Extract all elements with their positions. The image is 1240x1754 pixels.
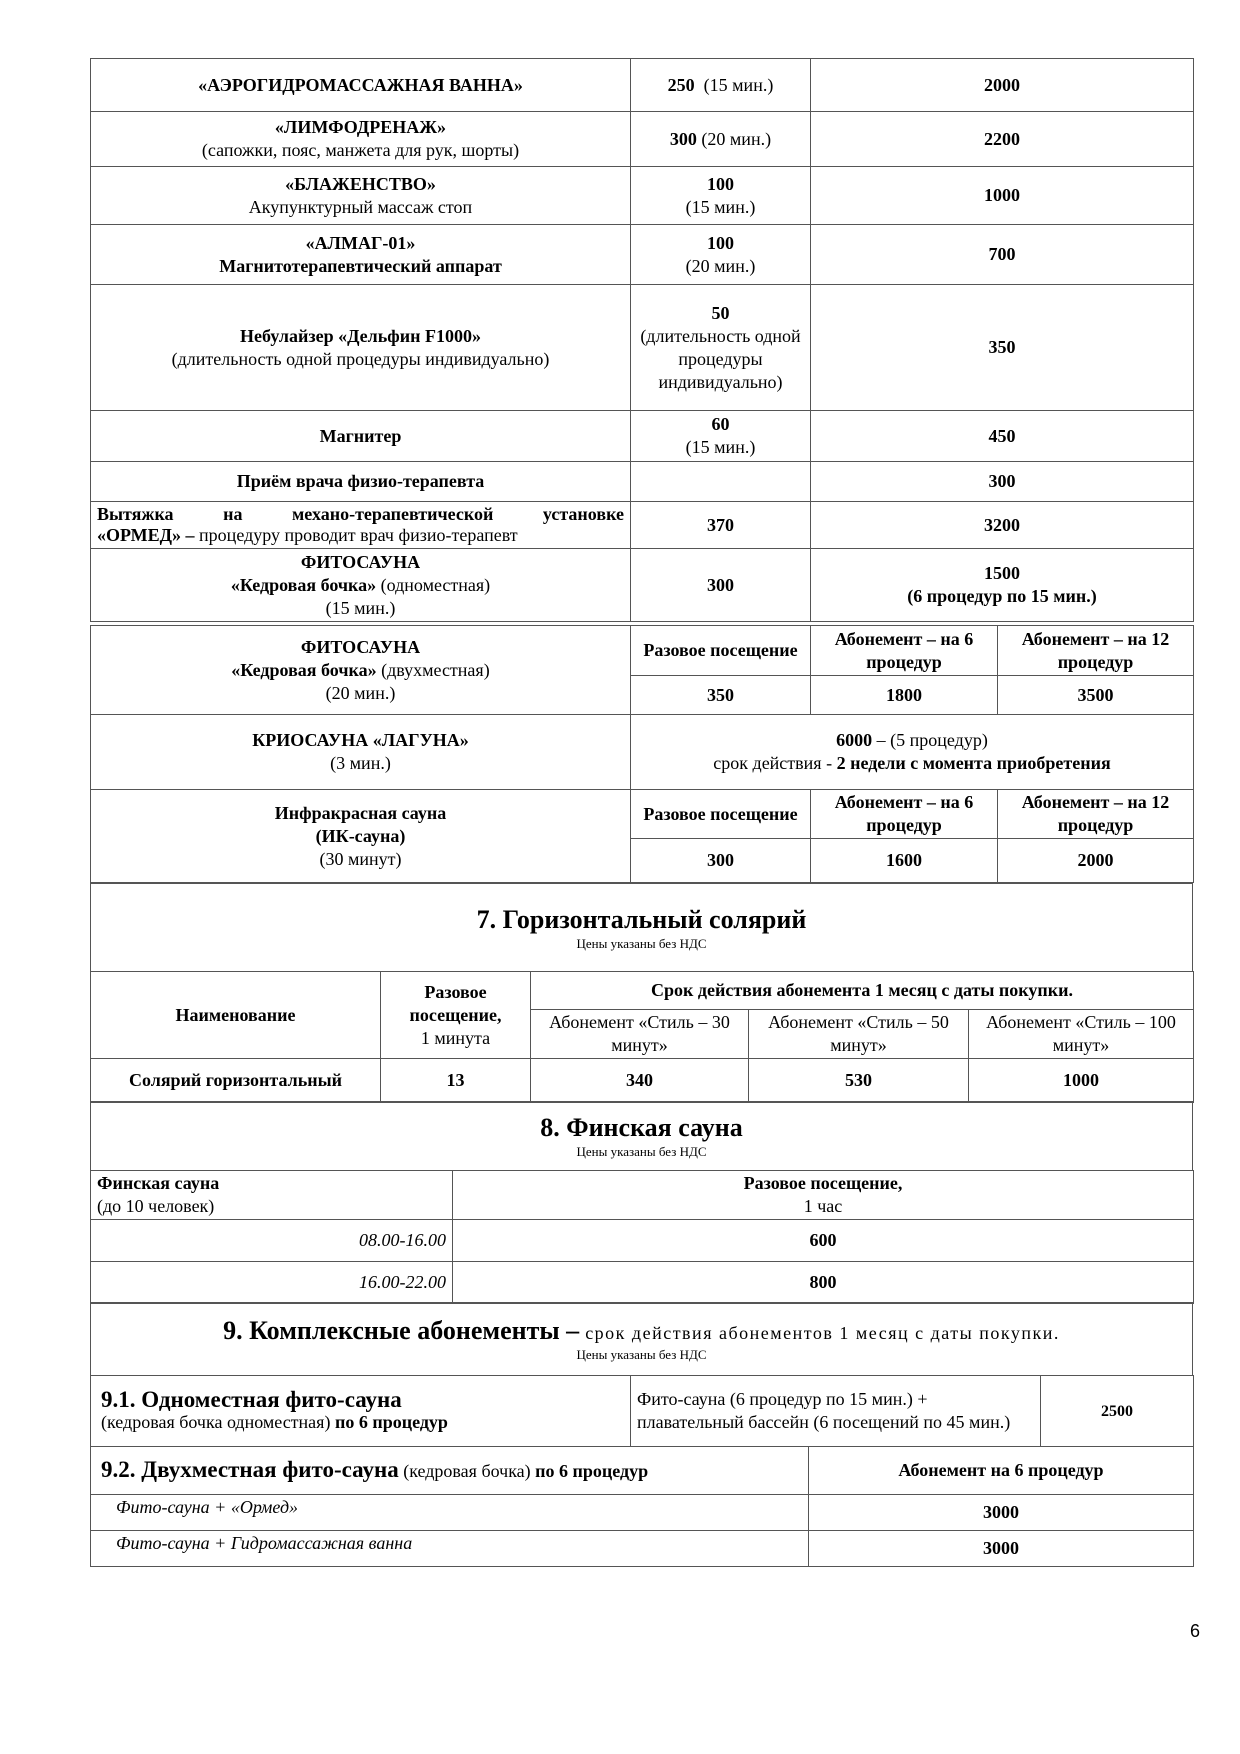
package-price: 3000 [809, 1495, 1194, 1531]
service-name: ФИТОСАУНА «Кедровая бочка» (одноместная) (15 мин.) [91, 549, 631, 622]
row-aero [91, 59, 1194, 112]
sauna-name: Финская сауна (до 10 человек) [91, 1171, 453, 1220]
section-9-title [90, 1302, 1193, 1376]
service-price [631, 462, 811, 502]
row-cryo [91, 715, 1194, 790]
service-price: 100 (20 мин.) [631, 225, 811, 285]
price-sub-100: 1000 [969, 1059, 1194, 1103]
service-name: «ЛИМФОДРЕНАЖ» (сапожки, пояс, манжета для рук, шорты) [91, 112, 631, 167]
service-subscription: 3200 [811, 502, 1194, 549]
price-sub-12: 3500 [998, 676, 1194, 715]
package-desc: Фито-сауна (6 процедур по 15 мин.) + плавательный бассейн (6 посещений по 45 мин.) [631, 1376, 1041, 1447]
section-note: Цены указаны без НДС [576, 935, 707, 951]
service-subscription: 450 [811, 411, 1194, 462]
service-subscription: 1000 [811, 167, 1194, 225]
service-name: Инфракрасная сауна (ИК-сауна) (30 минут) [91, 790, 631, 883]
table-row [91, 1531, 1194, 1567]
service-subscription: 2000 [811, 59, 1194, 112]
row-lymph [91, 112, 1194, 167]
price-sub-30: 340 [531, 1059, 749, 1103]
service-subscription: 700 [811, 225, 1194, 285]
service-name: «АЛМАГ-01» Магнитотерапевтический аппарат [91, 225, 631, 285]
col-validity: Срок действия абонемента 1 месяц с даты покупки. [531, 972, 1194, 1010]
table-row [91, 1495, 1194, 1531]
col-sub-30: Абонемент «Стиль – 30 минут» [531, 1010, 749, 1059]
service-name: Магнитер [91, 411, 631, 462]
subsection-title: 9.1. Одноместная фито-сауна (кедровая бочка одноместная) по 6 процедур [91, 1376, 631, 1447]
price-sub-6: 1600 [811, 839, 998, 883]
col-sub-12: Абонемент – на 12 процедур [998, 790, 1194, 839]
row-ormed [91, 502, 1194, 549]
col-single-visit: Разовое посещение [631, 790, 811, 839]
table-row [91, 1220, 1194, 1262]
service-price: 300 (20 мин.) [631, 112, 811, 167]
section-note: Цены указаны без НДС [576, 1144, 707, 1159]
row-nebulizer [91, 285, 1194, 411]
row-bliss [91, 167, 1194, 225]
service-name: КРИОСАУНА «ЛАГУНА» (3 мин.) [91, 715, 631, 790]
service-name: ФИТОСАУНА «Кедровая бочка» (двухместная) (20 мин.) [91, 626, 631, 715]
row-name: Солярий горизонтальный [91, 1059, 381, 1103]
subsection-title: 9.2. Двухместная фито-сауна (кедровая бочка) по 6 процедур [91, 1447, 809, 1495]
section-title: 8. Финская сауна [540, 1113, 743, 1142]
row-phyto-single [91, 549, 1194, 622]
services-table [90, 58, 1194, 622]
section-note: Цены указаны без НДС [576, 1347, 707, 1362]
price-single: 13 [381, 1059, 531, 1103]
price: 800 [453, 1262, 1194, 1304]
row-ir-header [91, 790, 1194, 839]
col-sub-6: Абонемент – на 6 процедур [811, 626, 998, 676]
service-name: «АЭРОГИДРОМАССАЖНАЯ ВАННА» [91, 59, 631, 112]
price-single: 350 [631, 676, 811, 715]
row-phyto-double-header [91, 626, 1194, 676]
time-slot: 16.00-22.00 [91, 1262, 453, 1304]
table-row [91, 1262, 1194, 1304]
col-name: Наименование [91, 972, 381, 1059]
package-price: 2500 [1041, 1376, 1194, 1447]
sauna-table [90, 625, 1194, 883]
price-sub-12: 2000 [998, 839, 1194, 883]
service-name: Приём врача физио-терапевта [91, 462, 631, 502]
price: 600 [453, 1220, 1194, 1262]
service-name: «БЛАЖЕНСТВО» Акупунктурный массаж стоп [91, 167, 631, 225]
service-price: 50 (длительность одной процедуры индивидуально) [631, 285, 811, 411]
finnish-sauna-table [90, 1170, 1194, 1304]
service-subscription: 300 [811, 462, 1194, 502]
page-number: 6 [1189, 1621, 1200, 1641]
table-row [91, 1059, 1194, 1103]
section-8-title [90, 1101, 1193, 1171]
service-subscription: 350 [811, 285, 1194, 411]
col-sub-12: Абонемент – на 12 процедур [998, 626, 1194, 676]
price-sub-6: 1800 [811, 676, 998, 715]
package-name: Фито-сауна + Гидромассажная ванна [91, 1531, 809, 1567]
col-single: Разовое посещение, 1 час [453, 1171, 1194, 1220]
col-single: Разовое посещение, 1 минута [381, 972, 531, 1059]
row-almag [91, 225, 1194, 285]
col-sub-6: Абонемент на 6 процедур [809, 1447, 1194, 1495]
price-sub-50: 530 [749, 1059, 969, 1103]
service-subscription: 2200 [811, 112, 1194, 167]
service-name: Вытяжка на механо-терапевтической установке «ОРМЕД» – процедуру проводит врач физио-терапевт [91, 502, 631, 549]
row-doctor [91, 462, 1194, 502]
section-title: 9. Комплексные абонементы – срок действия абонементов 1 месяц с даты покупки. [223, 1316, 1060, 1345]
cryo-price: 6000 – (5 процедур) срок действия - 2 недели с момента приобретения [631, 715, 1194, 790]
col-sub-6: Абонемент – на 6 процедур [811, 790, 998, 839]
service-price: 60 (15 мин.) [631, 411, 811, 462]
solarium-table [90, 971, 1194, 1103]
package-price: 3000 [809, 1531, 1194, 1567]
col-sub-50: Абонемент «Стиль – 50 минут» [749, 1010, 969, 1059]
package-name: Фито-сауна + «Ормед» [91, 1495, 809, 1531]
section-7-title [90, 883, 1193, 972]
service-price: 100 (15 мин.) [631, 167, 811, 225]
col-single-visit: Разовое посещение [631, 626, 811, 676]
col-sub-100: Абонемент «Стиль – 100 минут» [969, 1010, 1194, 1059]
service-price: 300 [631, 549, 811, 622]
service-name: Небулайзер «Дельфин F1000» (длительность одной процедуры индивидуально) [91, 285, 631, 411]
service-subscription: 1500 (6 процедур по 15 мин.) [811, 549, 1194, 622]
complex-9-2 [90, 1446, 1194, 1567]
service-price: 250 (15 мин.) [631, 59, 811, 112]
time-slot: 08.00-16.00 [91, 1220, 453, 1262]
price-single: 300 [631, 839, 811, 883]
complex-9-1 [90, 1375, 1194, 1447]
section-title: 7. Горизонтальный солярий [476, 904, 807, 934]
row-magnitor [91, 411, 1194, 462]
service-price: 370 [631, 502, 811, 549]
